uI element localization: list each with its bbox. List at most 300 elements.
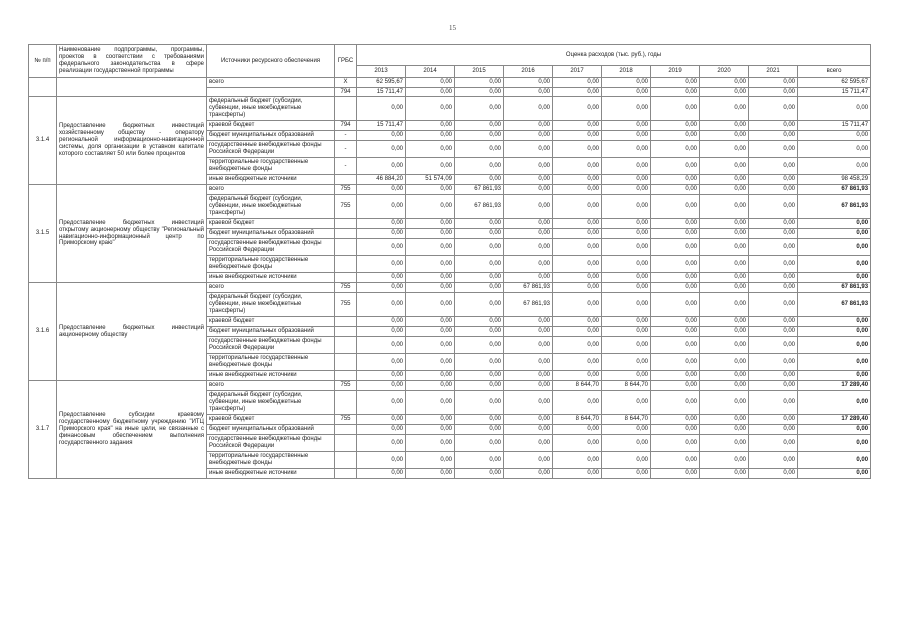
year-value: 0,00 [504, 354, 553, 371]
grbs-code [335, 317, 357, 327]
year-value: 0,00 [602, 293, 651, 317]
grbs-code [335, 256, 357, 273]
year-value: 0,00 [749, 435, 798, 452]
item-name: Предоставление бюджетных инвестиций акционерному обществу [57, 283, 207, 381]
year-value: 0,00 [749, 131, 798, 141]
year-value: 0,00 [700, 175, 749, 185]
funding-source: федеральный бюджет (субсидии, субвенции, иные межбюджетные трансферты) [207, 97, 335, 121]
year-value: 0,00 [406, 97, 455, 121]
year-value: 67 861,93 [455, 185, 504, 195]
year-value: 0,00 [553, 219, 602, 229]
year-value: 0,00 [406, 293, 455, 317]
year-value: 0,00 [602, 195, 651, 219]
year-value: 0,00 [749, 175, 798, 185]
funding-source: краевой бюджет [207, 415, 335, 425]
funding-source [207, 88, 335, 97]
year-value: 0,00 [553, 121, 602, 131]
funding-source: государственные внебюджетные фонды Российской Федерации [207, 141, 335, 158]
total-value: 67 861,93 [798, 185, 871, 195]
year-value: 0,00 [700, 121, 749, 131]
header-grbs: ГРБС [335, 45, 357, 78]
year-value: 15 711,47 [357, 121, 406, 131]
year-value: 0,00 [651, 78, 700, 88]
year-value: 0,00 [553, 158, 602, 175]
funding-source: территориальные государственные внебюджетные фонды [207, 452, 335, 469]
funding-source: иные внебюджетные источники [207, 371, 335, 381]
year-value: 0,00 [602, 469, 651, 479]
table-row [29, 78, 871, 88]
year-value: 0,00 [602, 425, 651, 435]
grbs-code [335, 469, 357, 479]
year-value: 0,00 [700, 317, 749, 327]
year-value: 0,00 [406, 425, 455, 435]
year-value: 0,00 [357, 415, 406, 425]
year-value: 0,00 [406, 337, 455, 354]
year-value: 0,00 [651, 327, 700, 337]
year-value: 0,00 [553, 273, 602, 283]
year-value: 0,00 [504, 317, 553, 327]
total-value: 98 458,29 [798, 175, 871, 185]
year-value: 0,00 [602, 141, 651, 158]
year-value: 0,00 [357, 131, 406, 141]
funding-source: бюджет муниципальных образований [207, 131, 335, 141]
header-year: 2017 [553, 66, 602, 78]
year-value: 0,00 [602, 131, 651, 141]
year-value: 62 595,67 [357, 78, 406, 88]
item-name: Предоставление бюджетных инвестиций хозяйственному обществу - оператору региональной информационно-навигационной системы, доля организации в уставном капитале которого составляет 50 или более процентов [57, 97, 207, 185]
year-value: 0,00 [504, 141, 553, 158]
year-value: 0,00 [749, 273, 798, 283]
year-value: 0,00 [455, 121, 504, 131]
grbs-code [335, 371, 357, 381]
year-value: 0,00 [602, 283, 651, 293]
item-number: 3.1.5 [29, 185, 57, 283]
year-value: 0,00 [700, 131, 749, 141]
year-value: 0,00 [504, 239, 553, 256]
year-value: 0,00 [357, 381, 406, 391]
year-value: 0,00 [749, 469, 798, 479]
year-value: 0,00 [357, 425, 406, 435]
year-value: 0,00 [749, 327, 798, 337]
funding-source: государственные внебюджетные фонды Российской Федерации [207, 435, 335, 452]
year-value: 0,00 [602, 435, 651, 452]
year-value: 8 644,70 [553, 415, 602, 425]
year-value: 0,00 [504, 158, 553, 175]
year-value: 0,00 [651, 391, 700, 415]
year-value: 0,00 [749, 256, 798, 273]
year-value: 0,00 [553, 78, 602, 88]
year-value: 0,00 [455, 175, 504, 185]
year-value: 0,00 [455, 435, 504, 452]
year-value: 0,00 [455, 327, 504, 337]
year-value: 0,00 [700, 219, 749, 229]
year-value: 0,00 [651, 415, 700, 425]
total-value: 0,00 [798, 425, 871, 435]
total-value: 0,00 [798, 452, 871, 469]
year-value: 0,00 [651, 371, 700, 381]
year-value: 0,00 [749, 337, 798, 354]
year-value: 0,00 [700, 239, 749, 256]
header-estimate: Оценка расходов (тыс. руб.), годы [357, 45, 871, 66]
year-value: 0,00 [455, 88, 504, 97]
header-year: 2015 [455, 66, 504, 78]
year-value: 0,00 [651, 283, 700, 293]
year-value: 8 644,70 [602, 381, 651, 391]
year-value: 0,00 [357, 158, 406, 175]
year-value: 0,00 [455, 425, 504, 435]
total-value: 17 289,40 [798, 381, 871, 391]
grbs-code [335, 327, 357, 337]
year-value: 0,00 [504, 78, 553, 88]
year-value: 0,00 [651, 273, 700, 283]
year-value: 0,00 [651, 97, 700, 121]
item-number: 3.1.7 [29, 381, 57, 479]
header-year: 2016 [504, 66, 553, 78]
year-value: 0,00 [406, 158, 455, 175]
total-value: 0,00 [798, 327, 871, 337]
grbs-code: 794 [335, 88, 357, 97]
total-value: 0,00 [798, 239, 871, 256]
year-value: 0,00 [553, 317, 602, 327]
grbs-code [335, 97, 357, 121]
year-value: 0,00 [406, 354, 455, 371]
year-value: 51 574,09 [406, 175, 455, 185]
year-value: 0,00 [455, 158, 504, 175]
grbs-code [335, 425, 357, 435]
year-value: 0,00 [504, 452, 553, 469]
grbs-code [335, 229, 357, 239]
year-value: 0,00 [455, 131, 504, 141]
year-value: 0,00 [700, 415, 749, 425]
year-value: 0,00 [602, 185, 651, 195]
grbs-code: 794 [335, 121, 357, 131]
total-value: 15 711,47 [798, 121, 871, 131]
year-value: 0,00 [406, 121, 455, 131]
item-number [29, 78, 57, 97]
year-value: 0,00 [749, 239, 798, 256]
item-number: 3.1.4 [29, 97, 57, 185]
year-value: 0,00 [357, 283, 406, 293]
year-value: 0,00 [357, 273, 406, 283]
year-value: 0,00 [406, 256, 455, 273]
year-value: 0,00 [553, 435, 602, 452]
total-value: 0,00 [798, 337, 871, 354]
funding-source: территориальные государственные внебюджетные фонды [207, 256, 335, 273]
grbs-code [335, 435, 357, 452]
year-value: 0,00 [504, 185, 553, 195]
year-value: 0,00 [749, 293, 798, 317]
year-value: 0,00 [455, 229, 504, 239]
year-value: 0,00 [602, 239, 651, 256]
year-value: 0,00 [357, 452, 406, 469]
table-row [29, 97, 871, 121]
header-no: № п/п [29, 45, 57, 78]
year-value: 0,00 [700, 256, 749, 273]
year-value: 0,00 [553, 293, 602, 317]
year-value: 0,00 [700, 97, 749, 121]
grbs-code: - [335, 131, 357, 141]
year-value: 0,00 [700, 435, 749, 452]
header-year: всего [798, 66, 871, 78]
year-value: 0,00 [749, 219, 798, 229]
year-value: 0,00 [749, 317, 798, 327]
funding-source: всего [207, 185, 335, 195]
year-value: 0,00 [651, 121, 700, 131]
year-value: 0,00 [553, 97, 602, 121]
year-value: 0,00 [357, 229, 406, 239]
year-value: 0,00 [700, 293, 749, 317]
year-value: 0,00 [504, 131, 553, 141]
page-number: 15 [449, 24, 456, 32]
year-value: 0,00 [602, 391, 651, 415]
year-value: 0,00 [602, 175, 651, 185]
year-value: 0,00 [602, 158, 651, 175]
total-value: 0,00 [798, 317, 871, 327]
grbs-code: 755 [335, 293, 357, 317]
year-value: 0,00 [406, 452, 455, 469]
year-value: 0,00 [455, 317, 504, 327]
year-value: 0,00 [455, 78, 504, 88]
year-value: 0,00 [749, 391, 798, 415]
year-value: 0,00 [651, 435, 700, 452]
year-value: 0,00 [455, 381, 504, 391]
year-value: 0,00 [553, 337, 602, 354]
year-value: 0,00 [553, 229, 602, 239]
year-value: 0,00 [504, 97, 553, 121]
year-value: 0,00 [504, 195, 553, 219]
year-value: 0,00 [553, 391, 602, 415]
item-number: 3.1.6 [29, 283, 57, 381]
total-value: 0,00 [798, 158, 871, 175]
year-value: 0,00 [651, 229, 700, 239]
year-value: 0,00 [357, 435, 406, 452]
year-value: 0,00 [406, 185, 455, 195]
year-value: 0,00 [602, 121, 651, 131]
table-header [29, 45, 871, 78]
year-value: 0,00 [455, 283, 504, 293]
total-value: 15 711,47 [798, 88, 871, 97]
year-value: 0,00 [749, 121, 798, 131]
year-value: 67 861,93 [504, 283, 553, 293]
year-value: 0,00 [553, 425, 602, 435]
year-value: 0,00 [553, 452, 602, 469]
year-value: 0,00 [406, 327, 455, 337]
year-value: 0,00 [406, 435, 455, 452]
header-year: 2013 [357, 66, 406, 78]
grbs-code: 755 [335, 195, 357, 219]
year-value: 0,00 [455, 293, 504, 317]
year-value: 0,00 [651, 452, 700, 469]
year-value: 0,00 [651, 185, 700, 195]
year-value: 0,00 [749, 381, 798, 391]
year-value: 0,00 [406, 239, 455, 256]
expenditure-table [28, 44, 871, 479]
funding-source: краевой бюджет [207, 121, 335, 131]
year-value: 0,00 [749, 229, 798, 239]
year-value: 0,00 [357, 469, 406, 479]
year-value: 0,00 [700, 195, 749, 219]
year-value: 0,00 [602, 273, 651, 283]
year-value: 0,00 [455, 97, 504, 121]
funding-source: территориальные государственные внебюджетные фонды [207, 354, 335, 371]
year-value: 0,00 [651, 337, 700, 354]
grbs-code [335, 219, 357, 229]
year-value: 0,00 [406, 88, 455, 97]
year-value: 0,00 [749, 283, 798, 293]
funding-source: федеральный бюджет (субсидии, субвенции, иные межбюджетные трансферты) [207, 391, 335, 415]
year-value: 0,00 [406, 381, 455, 391]
year-value: 0,00 [602, 88, 651, 97]
item-name [57, 78, 207, 97]
total-value: 0,00 [798, 219, 871, 229]
year-value: 0,00 [406, 219, 455, 229]
year-value: 0,00 [504, 256, 553, 273]
year-value: 0,00 [553, 195, 602, 219]
total-value: 67 861,93 [798, 283, 871, 293]
year-value: 0,00 [504, 371, 553, 381]
grbs-code: 755 [335, 381, 357, 391]
year-value: 0,00 [749, 195, 798, 219]
year-value: 0,00 [553, 239, 602, 256]
year-value: 0,00 [455, 371, 504, 381]
year-value: 67 861,93 [504, 293, 553, 317]
year-value: 0,00 [406, 131, 455, 141]
year-value: 0,00 [651, 141, 700, 158]
funding-source: иные внебюджетные источники [207, 175, 335, 185]
total-value: 17 289,40 [798, 415, 871, 425]
year-value: 0,00 [602, 354, 651, 371]
year-value: 0,00 [553, 371, 602, 381]
year-value: 0,00 [700, 337, 749, 354]
year-value: 0,00 [553, 469, 602, 479]
year-value: 0,00 [357, 327, 406, 337]
year-value: 0,00 [504, 337, 553, 354]
year-value: 0,00 [700, 425, 749, 435]
header-source: Источники ресурсного обеспечения [207, 45, 335, 78]
total-value: 0,00 [798, 256, 871, 273]
year-value: 0,00 [651, 158, 700, 175]
year-value: 0,00 [700, 229, 749, 239]
year-value: 0,00 [357, 195, 406, 219]
funding-source: государственные внебюджетные фонды Российской Федерации [207, 337, 335, 354]
grbs-code [335, 175, 357, 185]
year-value: 0,00 [504, 273, 553, 283]
year-value: 0,00 [504, 469, 553, 479]
year-value: 0,00 [749, 425, 798, 435]
item-name: Предоставление субсидии краевому государственному бюджетному учреждению "ИТЦ Приморского края" на иные цели, не связанные с финансовым обеспечением выполнения государственного задания [57, 381, 207, 479]
year-value: 0,00 [455, 415, 504, 425]
year-value: 0,00 [651, 131, 700, 141]
year-value: 0,00 [749, 415, 798, 425]
year-value: 0,00 [455, 239, 504, 256]
year-value: 0,00 [455, 219, 504, 229]
year-value: 0,00 [553, 354, 602, 371]
year-value: 0,00 [406, 141, 455, 158]
total-value: 0,00 [798, 229, 871, 239]
header-year: 2018 [602, 66, 651, 78]
header-year: 2020 [700, 66, 749, 78]
year-value: 0,00 [406, 391, 455, 415]
year-value: 0,00 [357, 293, 406, 317]
year-value: 0,00 [553, 131, 602, 141]
grbs-code: X [335, 78, 357, 88]
year-value: 0,00 [700, 381, 749, 391]
grbs-code: 755 [335, 415, 357, 425]
year-value: 0,00 [406, 415, 455, 425]
funding-source: бюджет муниципальных образований [207, 229, 335, 239]
grbs-code: 755 [335, 185, 357, 195]
year-value: 0,00 [602, 452, 651, 469]
year-value: 0,00 [406, 283, 455, 293]
year-value: 0,00 [602, 219, 651, 229]
year-value: 0,00 [357, 391, 406, 415]
year-value: 0,00 [406, 229, 455, 239]
year-value: 0,00 [357, 317, 406, 327]
grbs-code [335, 273, 357, 283]
funding-source: бюджет муниципальных образований [207, 425, 335, 435]
year-value: 0,00 [357, 354, 406, 371]
funding-source: бюджет муниципальных образований [207, 327, 335, 337]
grbs-code [335, 452, 357, 469]
year-value: 0,00 [700, 452, 749, 469]
funding-source: иные внебюджетные источники [207, 273, 335, 283]
year-value: 0,00 [504, 229, 553, 239]
year-value: 0,00 [651, 293, 700, 317]
year-value: 0,00 [651, 354, 700, 371]
year-value: 0,00 [455, 337, 504, 354]
year-value: 0,00 [700, 88, 749, 97]
total-value: 0,00 [798, 469, 871, 479]
year-value: 0,00 [406, 317, 455, 327]
header-name: Наименование подпрограммы, программы, проектов в соответствии с требованиями федерального законодательства в сфере реализации государственной программы [57, 45, 207, 78]
year-value: 0,00 [651, 317, 700, 327]
year-value: 0,00 [504, 435, 553, 452]
year-value: 0,00 [406, 78, 455, 88]
funding-source: всего [207, 283, 335, 293]
year-value: 0,00 [651, 469, 700, 479]
year-value: 0,00 [602, 78, 651, 88]
year-value: 0,00 [749, 185, 798, 195]
year-value: 0,00 [700, 185, 749, 195]
table-row [29, 185, 871, 195]
year-value: 0,00 [504, 219, 553, 229]
year-value: 0,00 [357, 141, 406, 158]
year-value: 0,00 [553, 175, 602, 185]
year-value: 0,00 [700, 354, 749, 371]
funding-source: территориальные государственные внебюджетные фонды [207, 158, 335, 175]
header-year: 2021 [749, 66, 798, 78]
year-value: 0,00 [749, 371, 798, 381]
year-value: 0,00 [651, 239, 700, 256]
total-value: 0,00 [798, 141, 871, 158]
year-value: 0,00 [455, 469, 504, 479]
year-value: 0,00 [357, 337, 406, 354]
year-value: 0,00 [749, 78, 798, 88]
year-value: 0,00 [504, 415, 553, 425]
grbs-code [335, 391, 357, 415]
year-value: 0,00 [602, 97, 651, 121]
year-value: 0,00 [406, 371, 455, 381]
year-value: 0,00 [357, 185, 406, 195]
year-value: 0,00 [700, 391, 749, 415]
year-value: 0,00 [700, 327, 749, 337]
year-value: 0,00 [553, 256, 602, 273]
item-name: Предоставление бюджетных инвестиций открытому акционерному обществу "Региональный навигационно-информационный центр по Приморскому краю" [57, 185, 207, 283]
total-value: 0,00 [798, 435, 871, 452]
year-value: 0,00 [749, 97, 798, 121]
header-year: 2019 [651, 66, 700, 78]
funding-source: всего [207, 381, 335, 391]
